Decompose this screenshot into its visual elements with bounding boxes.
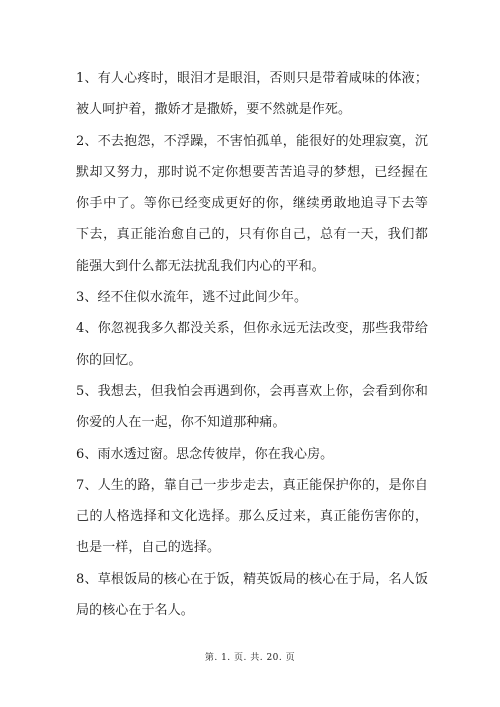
page-number-footer: 第. 1. 页. 共. 20. 页 xyxy=(204,653,296,663)
paragraph-6: 6、雨水透过窗。思念传彼岸，你在我心房。 xyxy=(76,446,334,462)
document-body xyxy=(76,63,428,626)
paragraph-3: 3、经不住似水流年，逃不过此间少年。 xyxy=(76,290,308,306)
paragraph-1: 1、有人心疼时，眼泪才是眼泪，否则只是带着咸味的体液；被人呵护着，撒娇才是撒娇，要不然就是作死。 xyxy=(76,71,428,118)
paragraph-5: 5、我想去，但我怕会再遇到你，会再喜欢上你，会看到你和你爱的人在一起，你不知道那种痛。 xyxy=(76,383,428,431)
paragraph-2: 2、不去抱怨，不浮躁，不害怕孤单，能很好的处理寂寞，沉默却又努力，那时说不定你想要苦苦追寻的梦想，已经握在你手中了。等你已经变成更好的你，继续勇敢地追寻下去等下去，真正能治愈自己的，只有你自己，总有一天，我们都能强大到什么都无法扰乱我们内心的平和。 xyxy=(76,133,428,274)
paragraph-8: 8、草根饭局的核心在于饭，精英饭局的核心在于局，名人饭局的核心在于名人。 xyxy=(76,571,428,619)
paragraph-7: 7、人生的路，靠自己一步步走去，真正能保护你的，是你自己的人格选择和文化选择。那么反过来，真正能伤害你的，也是一样，自己的选择。 xyxy=(76,477,428,556)
paragraph-4: 4、你忽视我多久都没关系，但你永远无法改变，那些我带给你的回忆。 xyxy=(76,321,428,368)
